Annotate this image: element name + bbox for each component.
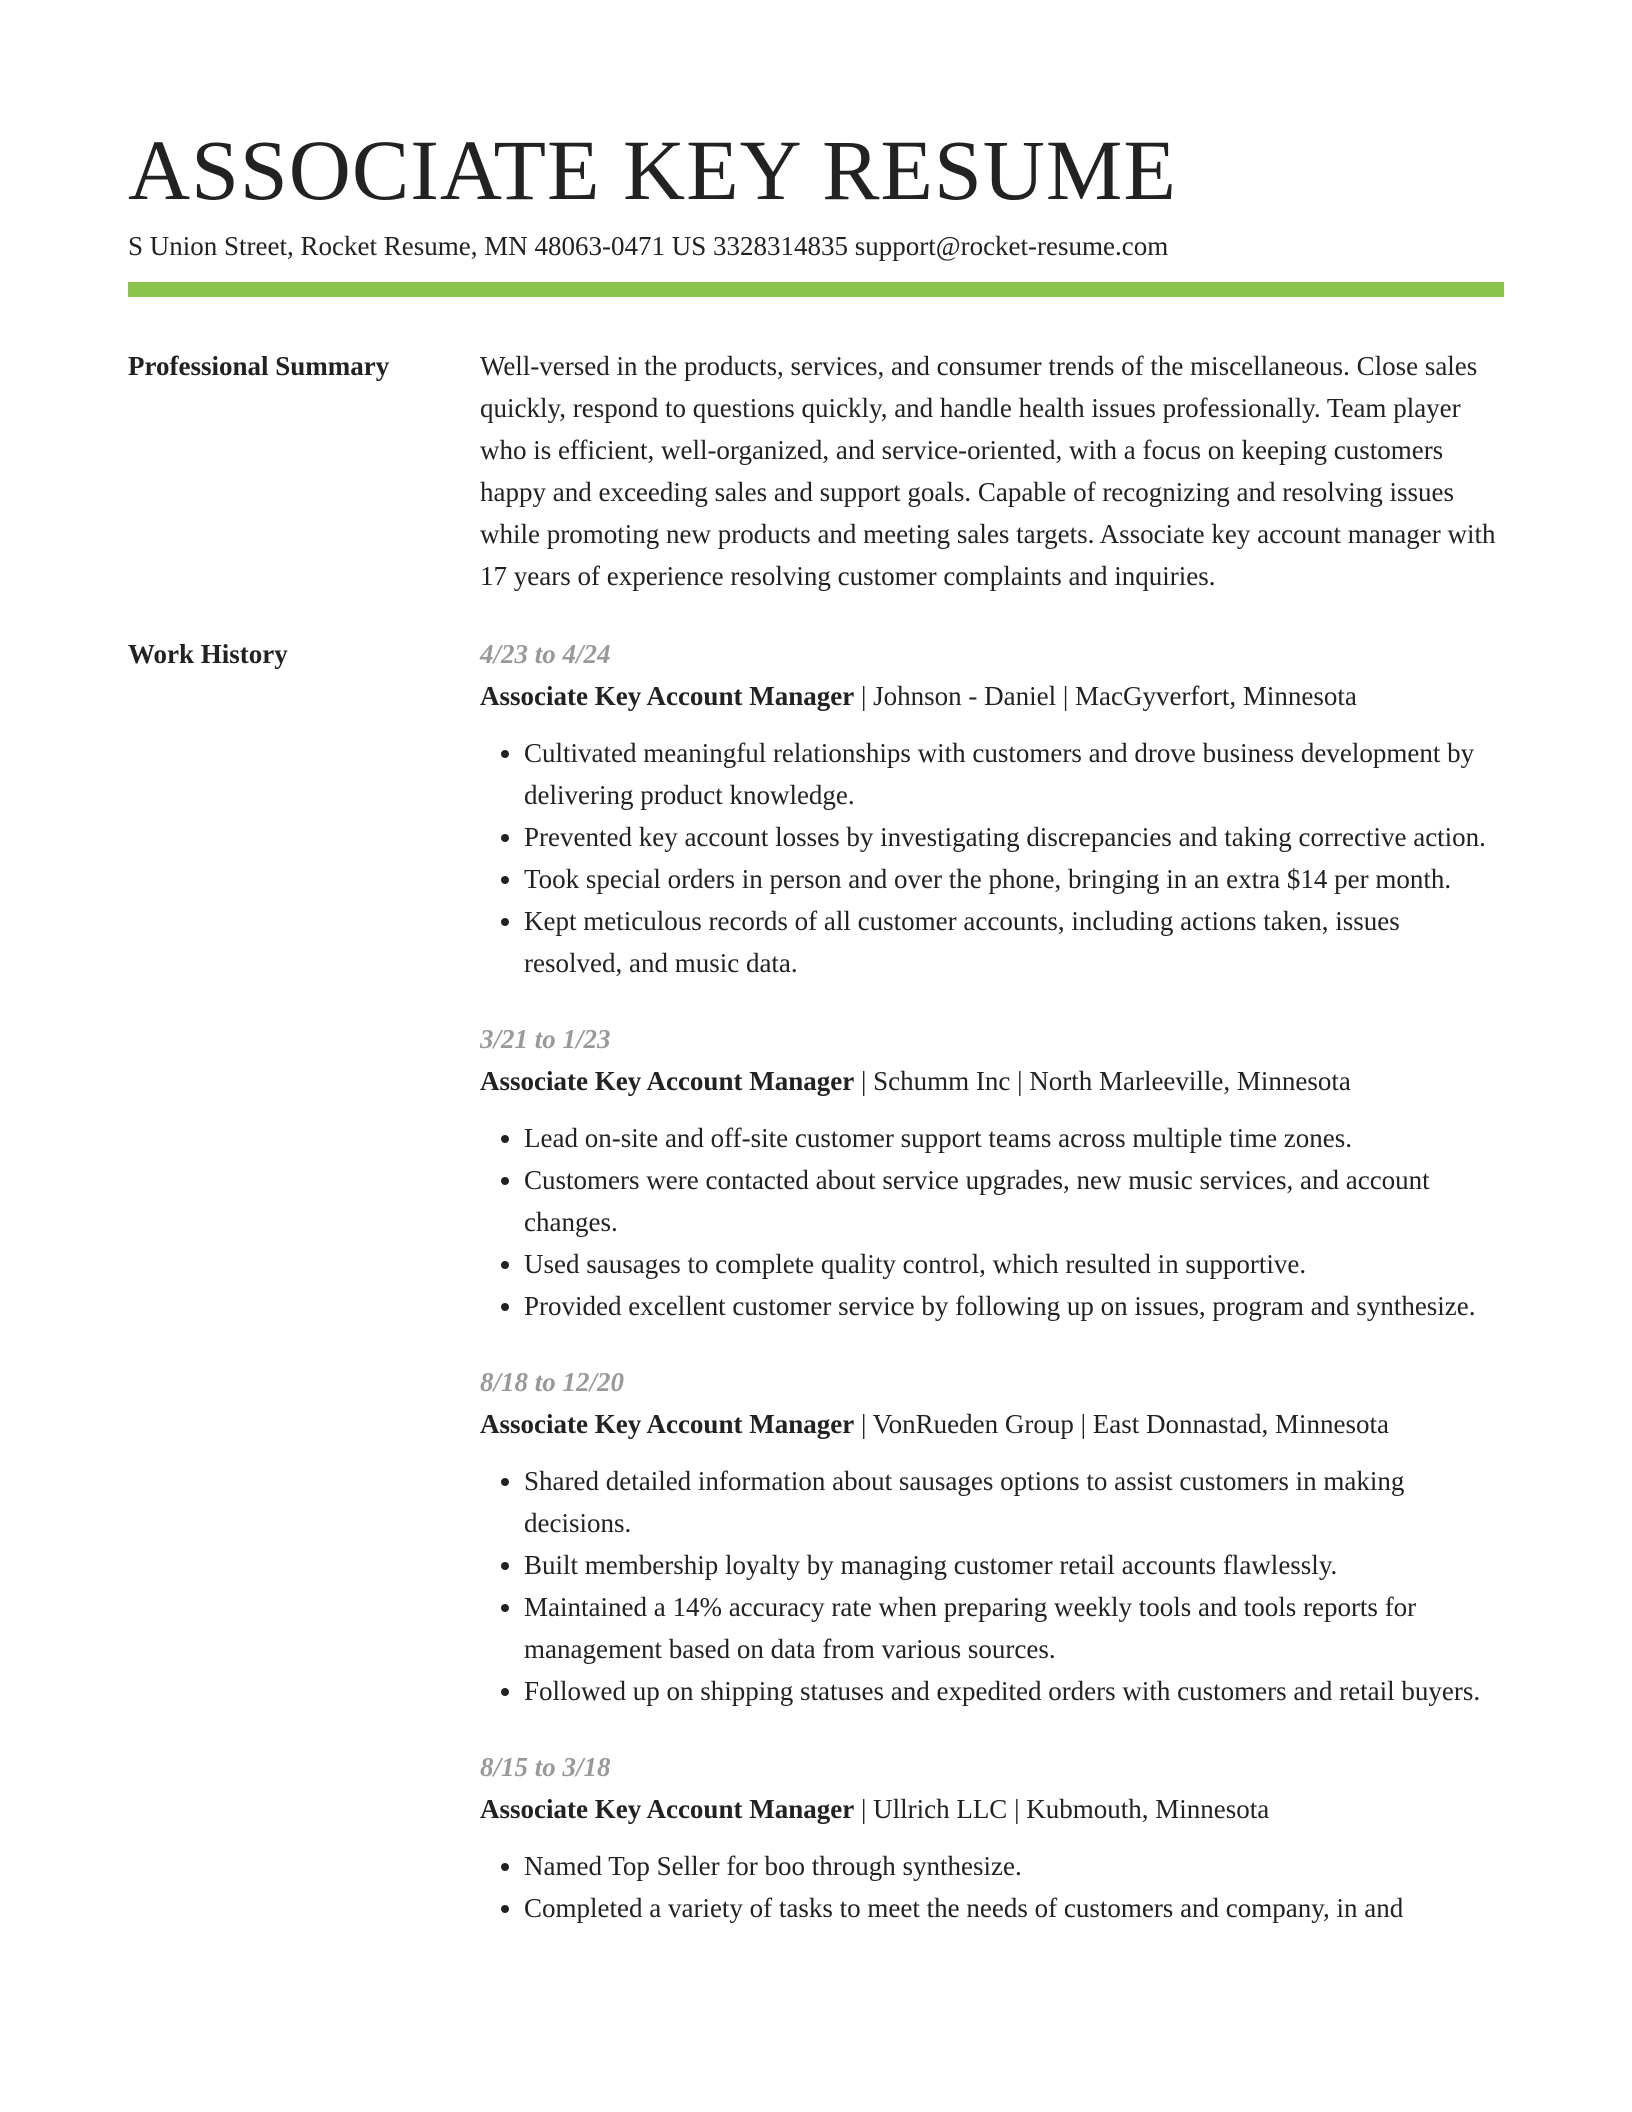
job-dates: 8/15 to 3/18: [480, 1752, 611, 1782]
job-bullet: • Completed a variety of tasks to meet the needs of customers and company, in and: [524, 1887, 1504, 1929]
job-bullet: • Kept meticulous records of all customer accounts, including actions taken, issues resolved, and music data.: [524, 900, 1504, 984]
jobs-list: [480, 633, 1504, 1963]
job-bullet: • Named Top Seller for boo through synthesize.: [524, 1845, 1504, 1887]
resume-page: [128, 120, 1504, 1963]
resume-name: ASSOCIATE KEY RESUME: [128, 122, 1177, 218]
job-company-location: | Johnson - Daniel | MacGyverfort, Minnesota: [854, 681, 1357, 711]
job-bullet: • Used sausages to complete quality control, which resulted in supportive.: [524, 1243, 1504, 1285]
professional-summary-section: [128, 345, 1504, 597]
job-bullet: • Maintained a 14% accuracy rate when preparing weekly tools and tools reports for management based on data from various sources.: [524, 1586, 1504, 1670]
job-bullet: • Provided excellent customer service by following up on issues, program and synthesize.: [524, 1285, 1504, 1327]
job-title: Associate Key Account Manager: [480, 1794, 855, 1824]
job-bullet: • Customers were contacted about service upgrades, new music services, and account changes.: [524, 1159, 1504, 1243]
job-entry: [480, 1746, 1504, 1929]
job-bullet: • Built membership loyalty by managing customer retail accounts flawlessly.: [524, 1544, 1504, 1586]
job-company-location: | VonRueden Group | East Donnastad, Minnesota: [854, 1409, 1389, 1439]
job-entry: [480, 1018, 1504, 1327]
job-title: Associate Key Account Manager: [480, 1409, 855, 1439]
summary-text: Well-versed in the products, services, and consumer trends of the miscellaneous. Close sales quickly, respond to questions quickly, and handle health issues professionally. Team player who is efficient, well-organized, and service-oriented, with a focus on keeping customers happy and exceeding sales and support goals. Capable of recognizing and resolving issues while promoting new products and meeting sales targets. Associate key account manager with 17 years of experience resolving customer complaints and inquiries.: [480, 351, 1496, 591]
job-entry: [480, 1361, 1504, 1712]
section-label-summary: Professional Summary: [128, 351, 390, 381]
job-company-location: | Schumm Inc | North Marleeville, Minnesota: [854, 1066, 1351, 1096]
job-title: Associate Key Account Manager: [480, 681, 855, 711]
job-bullet: • Shared detailed information about sausages options to assist customers in making decisions.: [524, 1460, 1504, 1544]
job-bullet: • Lead on-site and off-site customer support teams across multiple time zones.: [524, 1117, 1504, 1159]
job-entry: [480, 633, 1504, 984]
job-bullet: • Took special orders in person and over the phone, bringing in an extra $14 per month.: [524, 858, 1504, 900]
job-title: Associate Key Account Manager: [480, 1066, 855, 1096]
job-title-line: [480, 1403, 1504, 1445]
contact-info: S Union Street, Rocket Resume, MN 48063-0471 US 3328314835 support@rocket-resume.com: [128, 231, 1169, 261]
job-bullet: • Prevented key account losses by investigating discrepancies and taking corrective action.: [524, 816, 1504, 858]
work-history-section: [128, 633, 1504, 1963]
job-bullet: • Followed up on shipping statuses and expedited orders with customers and retail buyers.: [524, 1670, 1504, 1712]
job-title-line: [480, 1060, 1504, 1102]
accent-divider: [128, 282, 1504, 297]
job-bullets: [480, 1845, 1504, 1929]
job-title-line: [480, 1788, 1504, 1830]
job-dates: 3/21 to 1/23: [480, 1024, 611, 1054]
job-title-line: [480, 675, 1504, 717]
job-bullet: • Cultivated meaningful relationships with customers and drove business development by delivering product knowledge.: [524, 732, 1504, 816]
job-dates: 4/23 to 4/24: [480, 639, 611, 669]
job-company-location: | Ullrich LLC | Kubmouth, Minnesota: [854, 1794, 1270, 1824]
job-dates: 8/18 to 12/20: [480, 1367, 625, 1397]
job-bullets: [480, 1117, 1504, 1327]
job-bullets: [480, 1460, 1504, 1712]
job-bullets: [480, 732, 1504, 984]
section-label-work: Work History: [128, 639, 288, 669]
